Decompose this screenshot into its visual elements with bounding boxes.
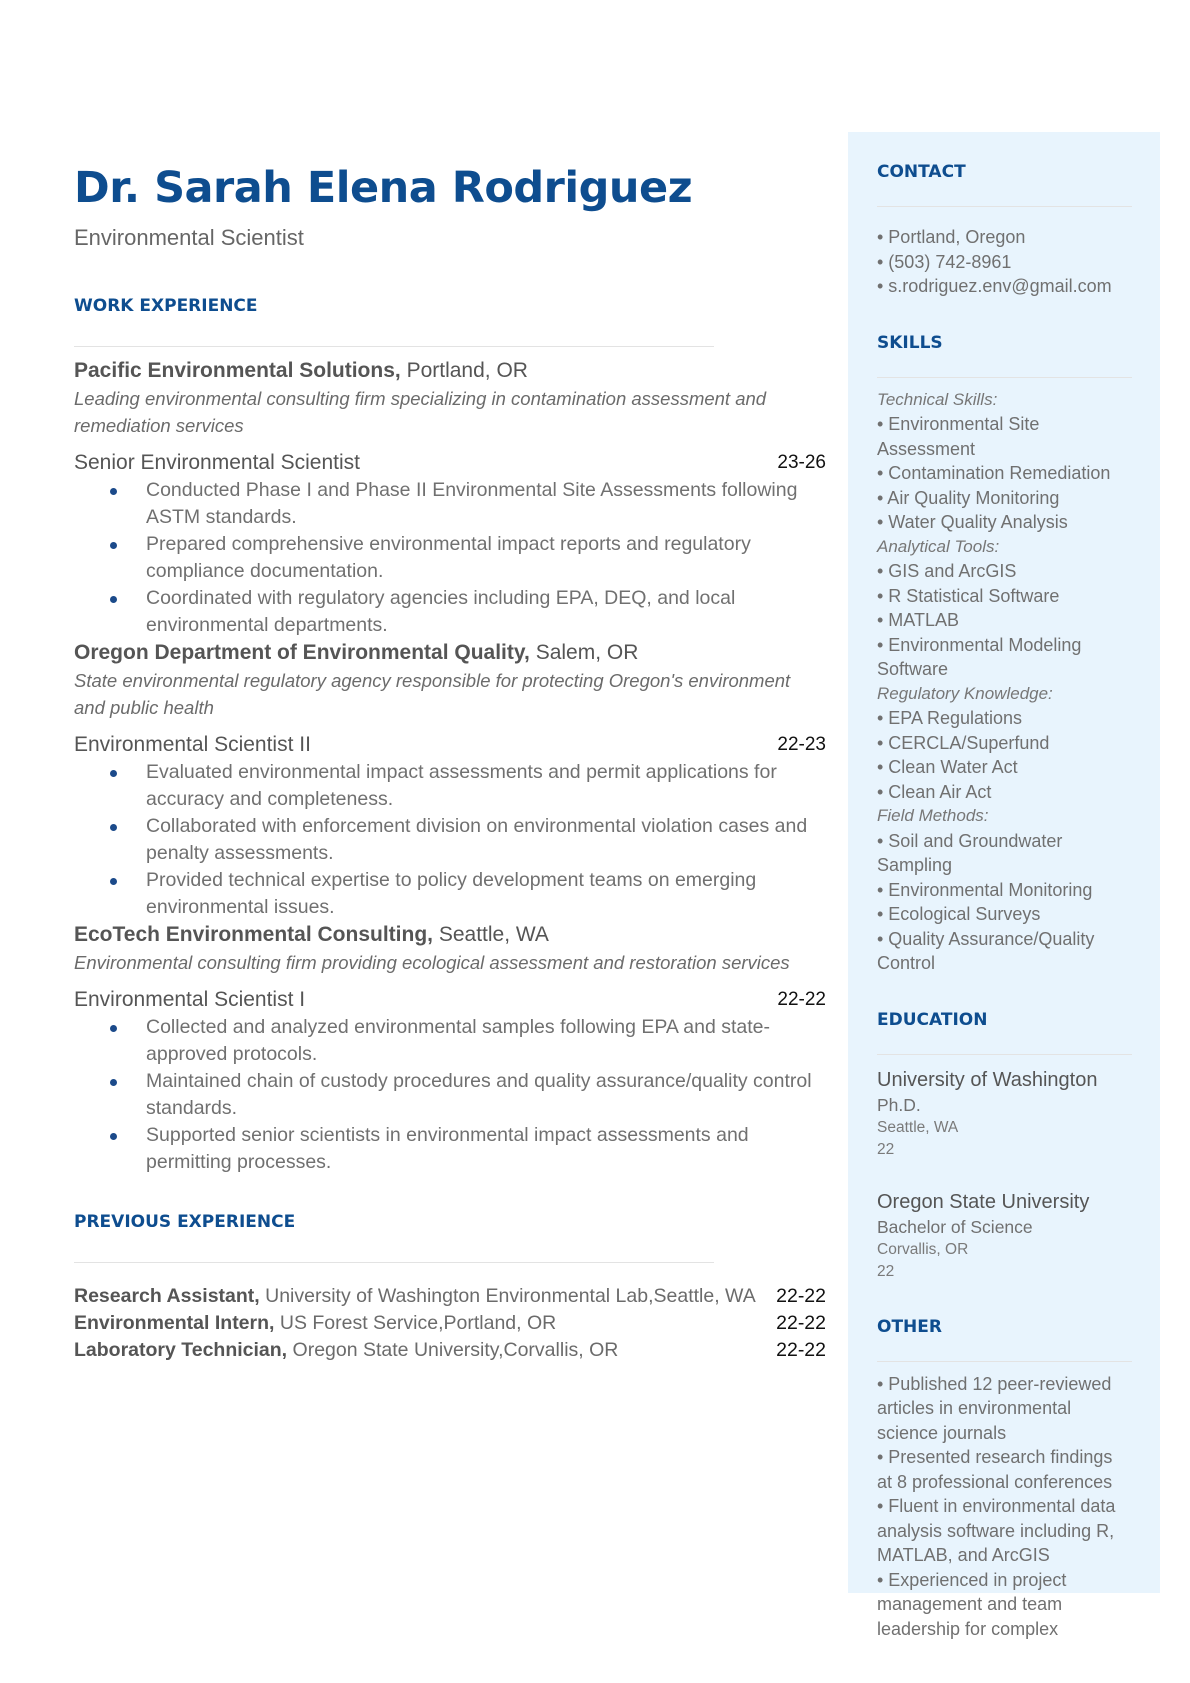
section-heading-work-experience: WORK EXPERIENCE [74, 296, 258, 316]
job-dates: 22-22 [777, 989, 826, 1010]
section-heading-education: EDUCATION [877, 1009, 988, 1030]
previous-experience-row [74, 1337, 826, 1364]
job-role: Senior Environmental Scientist [74, 451, 360, 474]
skill-item: • R Statistical Software [877, 585, 1060, 606]
job-role: Environmental Scientist II [74, 733, 311, 756]
job-dates: 22-23 [777, 734, 826, 755]
job-bullet: Evaluated environmental impact assessments and permit applications for accuracy and completeness. [146, 759, 826, 813]
candidate-name: Dr. Sarah Elena Rodriguez [74, 163, 693, 213]
education-school: University of Washington [877, 1068, 1098, 1091]
job-company: Pacific Environmental Solutions, [74, 359, 401, 382]
prev-role: Environmental Intern, [74, 1312, 275, 1334]
section-divider [877, 1054, 1132, 1055]
section-heading-contact: CONTACT [877, 162, 966, 182]
previous-experience-list [74, 1283, 826, 1364]
main-column [74, 160, 826, 1364]
prev-org: US Forest Service,Portland, OR [279, 1312, 557, 1334]
job-bullets [74, 1014, 826, 1176]
contact-location: • Portland, Oregon [877, 227, 1026, 247]
job-bullets [74, 477, 826, 639]
job-dates: 23-26 [777, 452, 826, 473]
job-company: EcoTech Environmental Consulting, [74, 923, 433, 946]
job-company-description: Environmental consulting firm providing ecological assessment and restoration services [74, 952, 790, 973]
skills-category: Field Methods: [877, 806, 989, 825]
education-location: Seattle, WA [877, 1118, 959, 1136]
skill-item: • CERCLA/Superfund [877, 732, 1050, 753]
skill-item: • Environmental Site Assessment [877, 414, 1040, 459]
previous-experience-row [74, 1310, 826, 1337]
job-role-line [74, 731, 826, 759]
contact-phone[interactable]: • (503) 742-8961 [877, 251, 1012, 272]
job-org-line [74, 639, 826, 667]
skills-group [877, 804, 1132, 976]
job-role-line [74, 986, 826, 1014]
job-entry [74, 639, 826, 921]
job-bullet: Prepared comprehensive environmental impact reports and regulatory compliance documentation. [146, 531, 826, 585]
job-bullet: Conducted Phase I and Phase II Environmental Site Assessments following ASTM standards. [146, 477, 826, 531]
job-location: Seattle, WA [438, 923, 549, 946]
skills-group [877, 388, 1132, 535]
prev-org: University of Washington Environmental Lab,Seattle, WA [265, 1285, 756, 1307]
skill-item: • Contamination Remediation [877, 463, 1111, 483]
job-bullets [74, 759, 826, 921]
skill-item: • Environmental Modeling Software [877, 634, 1082, 679]
education-entry [877, 1189, 1132, 1283]
other-item: • Fluent in environmental data analysis software including R, MATLAB, and ArcGIS [877, 1496, 1116, 1565]
education-year: 22 [877, 1262, 895, 1280]
section-divider [74, 1262, 714, 1263]
skill-item: • Environmental Monitoring [877, 879, 1093, 900]
job-role: Environmental Scientist I [74, 988, 306, 1011]
prev-dates: 22-22 [776, 1312, 826, 1334]
skill-item: • Air Quality Monitoring [877, 487, 1060, 508]
prev-dates: 22-22 [776, 1285, 826, 1307]
prev-role: Laboratory Technician, [74, 1339, 288, 1361]
section-divider [877, 377, 1132, 378]
other-item: • Presented research findings at 8 professional conferences [877, 1447, 1113, 1492]
education-degree: Bachelor of Science [877, 1216, 1033, 1237]
job-company-description: Leading environmental consulting firm specializing in contamination assessment and remediation services [74, 388, 767, 436]
skill-item: • Clean Air Act [877, 781, 992, 802]
job-bullet: Supported senior scientists in environmental impact assessments and permitting processes. [146, 1122, 826, 1176]
job-role-line [74, 449, 826, 477]
job-company: Oregon Department of Environmental Quality, [74, 641, 530, 664]
skills-group [877, 535, 1132, 682]
education-location: Corvallis, OR [877, 1240, 969, 1258]
section-divider [877, 206, 1132, 207]
prev-org: Oregon State University,Corvallis, OR [292, 1339, 619, 1361]
education-year: 22 [877, 1140, 895, 1158]
previous-experience-row [74, 1283, 826, 1310]
other-item: • Experienced in project management and team leadership for complex [877, 1569, 1067, 1639]
job-org-line [74, 357, 826, 385]
skills-category: Analytical Tools: [877, 536, 1000, 556]
contact-email[interactable]: • s.rodriguez.env@gmail.com [877, 276, 1112, 296]
job-entry [74, 357, 826, 639]
section-heading-other: OTHER [877, 1316, 942, 1337]
sidebar [877, 160, 1132, 1641]
skill-item: • Ecological Surveys [877, 904, 1041, 924]
candidate-title: Environmental Scientist [74, 225, 304, 250]
other-item: • Published 12 peer-reviewed articles in environmental science journals [877, 1373, 1112, 1443]
education-degree: Ph.D. [877, 1094, 921, 1115]
job-bullet: Coordinated with regulatory agencies including EPA, DEQ, and local environmental departments. [146, 585, 826, 639]
skills-group [877, 682, 1132, 805]
skill-item: • MATLAB [877, 610, 959, 630]
section-divider [877, 1361, 1132, 1362]
job-bullet: Provided technical expertise to policy development teams on emerging environmental issues. [146, 867, 826, 921]
section-divider [74, 346, 714, 347]
skill-item: • Quality Assurance/Quality Control [877, 928, 1095, 973]
skills-category: Regulatory Knowledge: [877, 683, 1053, 703]
prev-dates: 22-22 [776, 1339, 826, 1361]
education-entry [877, 1067, 1132, 1161]
skill-item: • Clean Water Act [877, 757, 1018, 777]
job-company-description: State environmental regulatory agency responsible for protecting Oregon's environment and public health [74, 670, 791, 718]
skill-item: • Soil and Groundwater Sampling [877, 830, 1063, 875]
job-bullet: Collaborated with enforcement division on environmental violation cases and penalty assessments. [146, 813, 826, 867]
job-entry [74, 921, 826, 1176]
section-heading-previous-experience: PREVIOUS EXPERIENCE [74, 1212, 296, 1232]
prev-role: Research Assistant, [74, 1285, 260, 1307]
skills-category: Technical Skills: [877, 389, 998, 409]
education-school: Oregon State University [877, 1190, 1090, 1213]
skill-item: • GIS and ArcGIS [877, 561, 1017, 581]
job-bullet: Maintained chain of custody procedures and quality assurance/quality control standards. [146, 1068, 826, 1122]
skill-item: • Water Quality Analysis [877, 512, 1068, 532]
skill-item: • EPA Regulations [877, 708, 1023, 728]
job-bullet: Collected and analyzed environmental samples following EPA and state-approved protocols. [146, 1014, 826, 1068]
job-org-line [74, 921, 826, 949]
job-location: Salem, OR [535, 641, 639, 664]
section-heading-skills: SKILLS [877, 332, 943, 353]
job-location: Portland, OR [406, 359, 528, 382]
